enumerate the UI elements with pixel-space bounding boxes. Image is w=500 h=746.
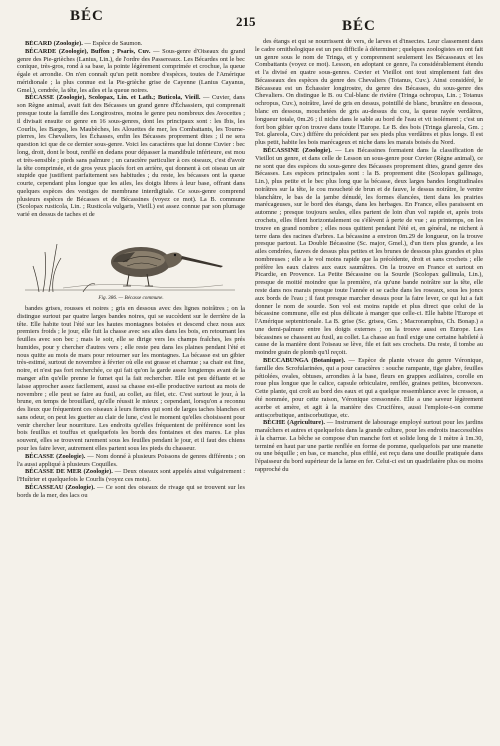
entry-becarde: BÉCARDE (Zoologie), Buffon ; Psaris, Cuv. — Sous-genre d'Oiseaux du grand genre des Pie-grièches (Lanius, Lin.), de l'ordre des Passereaux. Les Bécardes ont le bec conique, très-gros, rond à sa base, la pointe légèrement comprimée et crochue, la queue égale et arrondie. On n'en connaît qu'un petit nombre d'espèces, toutes de l'Amérique méridionale ; la plus connue est la Pie-grièche grise de Cayenne (Lanius Cayanus, Gmel.), cendrée, la tête, les ailes et la queue noires. [17,47,245,94]
entry-beccabunga: BECCABUNGA (Botanique). — Espèce de plante vivace du genre Véronique, famille des Scrofularinées, qui a pour caractères : souche rampante, tige glabre, feuilles pétiolées, ovales, obtuses, arrondies à la base, fleurs en grappes axillaires, corolle en roue plus longue que le calice, capsule orbiculaire, renflée, graines petites, biconvexes. Cette plante, qui croît au bord des eaux et qui a quelque ressemblance avec le cresson, a été nommée, pour cette raison, Véronique cressonnée. Elle a une saveur légèrement acerbe et amère, et agit à la manière des Crucifères, aussi l'emploie-t-on comme antiscorbutique, antiscorbutique, etc. [255,357,483,419]
woodcock-illustration [23,222,237,294]
entry-beche: BÈCHE (Agriculture). — Instrument de labourage employé surtout pour les jardins maraîchers et autres et quelquefois dans la grande culture, pour les endroits inaccessibles à la charrue. La bêche se compose d'un manche fort et solide long de 1 mètre à 1m.30, terminé en haut par une partie renflée en forme de pomme, quelquefois par une manette ou une béquille ; en bas, ce manche, plus effilé, est reçu dans une douille pratiquée dans l'épaisseur du bord supérieur de la lame en fer. Celui-ci est un quadrilatère plus ou moins rapproché du [255,419,483,473]
entry-becasse-poisson: BÉCASSE (Zoologie). — Nom donné à plusieurs Poissons de genres différents ; on l'a aussi appliqué à plusieurs Coquilles. [17,452,245,468]
running-header [10,6,490,34]
header-right-word: BÉC [342,18,376,34]
entry-becassine: BÉCASSINE (Zoologie). — Les Bécassines formaient dans la classification de Vieillot un genre, et dans celle de Lesson un sous-genre pour Cuvier (Règne animal), ce ne sont que des espèces du sous-genre des Bécasses proprement dites, grand genre des Bécasses. Les espèces principales sont : la B. proprement dite (Scolopax gallinago, Lin.), plus petite et le bec plus long que la bécasse, deux larges bandes longitudinales noirâtres sur la tête, le cou moucheté de brun et de fauve, le dessus noirâtre, le ventre blanchâtre, le bas de la jambe dénudé, les formes élancées, tient dans les prairies marécageuses, sur le bord des étangs, dans les herbages. En France, elles paraissent en automne ; presque toujours seules, elles partent de loin d'un vol rapide et, après trois crochets, elles filent horizontalement ou s'élèvent à perte de vue ; au printemps, on les trouve en grand nombre ; elles nous quittent pendant l'été et, en général, ne nichent à terre dans des racines d'arbres. La bécassine a environ 0m.29 de longueur, on la trouve presque partout. La Double Bécassine (Sc. major, Gmel.), d'un tiers plus grande, a les ailes cendrées, fauves de dessus plus petites et les brunes de dessous plus grandes et plus nombreuses ; elle a le vol moins rapide que la précédente, droit et sans crochets ; elle préfère les eaux claires aux eaux saumâtres. On la trouve en France et surtout en Picardie, en Provence. La Petite Bécassine ou la Sourde (Scolopax gallinula, Lin.), presque de moitié moindre que la première, n'a qu'une bande noirâtre sur la tête, elle reste dans nos marais presque toute l'année et se cache dans les roseaux, sous les joncs aux bords de l'eau ; il faut presque marcher dessus pour la faire lever, ce qui lui a fait donner le nom de sourde. Son vol est moins rapide et plus direct que celui de la bécassine commune, elle est plus délicate à manger que celle-ci. Elle habite l'Europe et l'Amérique septentrionale. La B. grise (Sc. grisea, Gm. ; Macroramphus, Ch. Bonap.) a une demi-palmure entre les doigts externes ; on la trouve aussi en Europe. Les bécassines se chassent au fusil, au collet. La chasse au fusil exige une certaine habileté à cause de la manière dont l'oiseau se lève, file et fait ses crochets. Du reste, il tombe au moindre grain de plomb qu'il reçoit. [255,146,483,357]
page-number: 215 [236,14,256,29]
woodcock-figure [17,222,245,294]
right-column [255,38,483,740]
figure-caption: Fig. 386. — Bécasse commune. [98,294,164,301]
entry-becard: BÉCARD (Zoologie). — Espèce de Saumon. [25,40,143,47]
entry-becasse-de-mer: BÉCASSE DE MER (Zoologie). — Deux oiseaux sont appelés ainsi vulgairement : l'Huîtrier et quelquefois le Courlis (voyez ces mots). [17,468,245,484]
entry-becasseau: BÉCASSEAU (Zoologie). — Ce sont des oiseaux de rivage qui se trouvent sur les bords de la mer, des lacs ou [17,483,245,499]
entry-becasse: BÉCASSE (Zoologie), Scolopax, Lin. et Lath.; Buticola, Vieill. — Cuvier, dans son Règne animal, avait fait des Bécasses un grand genre d'Échassiers, qui comprenait presque toute la famille des Longirostres, moins le genre peu nombreux des Avocettes ; il divisait ensuite ce genre en 16 sous-genres, dont les principaux sont : les Ibis, les Courlis, les Barges, les Maubèches, les Alouettes de mer, les Combattants, les Tourne-pierres, les Chevaliers, les Échasses, enfin les Bécasses proprement dites ; il ne sera question ici que de ce dernier sous-genre. Voici les caractères que lui donne Cuvier : bec long, droit, dont le bout, renflé en dedans pour dépasser la mandibule inférieure, est mou et très-sensible ; pieds sans palmure ; un caractère particulier à ces oiseaux, c'est d'avoir la tête comprimée, et de gros yeux placés fort en arrière, qui donnent à cet oiseau un air stupide que justifient parfaitement ses habitudes ; du reste, les bécasses ont la queue courte, cependant plus longue que les ailes, les doigts libres à leur base, offrant dans quelques espèces des vestiges de membrane interdigitale. Ce sous-genre comprend plusieurs espèces de Bécasses et de Bécassines (voyez ce mot). La B. commune (Scolopax rusticola, Lin. ; Rusticola vulgaris, Vieill.) est assez connue par son plumage varié en dessus de taches et de [17,94,245,219]
header-left-word: BÉC [70,8,104,24]
left-column [17,40,245,740]
entry-becasseau-cont: des étangs et qui se nourrissent de vers, de larves et d'insectes. Leur classement dans le cadre ornithologique est un peu difficile à déterminer ; quelques zoologistes en ont fait un genre sous le nom de Tringa, et y comprennent seulement les Bécasseaux et les Combattants (voyez ce mot). Lesson, en adoptant ce genre, l'a considérablement étendu et l'a divisé en quatre sous-genres. Cuvier et Vieillot ont tout simplement fait des Bécasseaux des espèces du genre des Chevaliers (Totanus, Cuv.). Ainsi considéré, le Bécasseau est un Échassier longirostre, du genre des Bécasses, du sous-genre des Chevaliers. On distingue le B. ou Cul-blanc de rivière (Tringa ochropus, Lin. ; Totanus ochropus, Cuv.), noirâtre, lavé de gris en dessus, pointillé de blanc, brunâtre en dessous, blanc en dessous, mouchetées de gris au-dessus du cou, la queue rayée verdâtres, longueur totale, 0m.26 ; il niche dans le sable au bord de l'eau et vit isolément ; c'est un fort bon gibier qu'on trouve dans toute l'Europe. Le B. des bois (Tringa glareola, Gm. ; Tot. glareola, Cuv.) diffère du précédent par ses pieds plus verdâtres et plus longs. Il est plus petit, habite les bois marécageux et niche dans les marais boisés du Nord. [255,38,483,147]
entry-becasse-cont: bandes grises, rousses et noires ; gris en dessous avec des lignes noirâtres ; on la distingue surtout par quatre larges bandes noires, qui se succèdent sur le derrière de la tête. Elle habite tout l'été sur les hautes montagnes boisées et descend chez nous aux premiers froids ; le jour, elle fuit la chasse avec ses ailes dans les bois, en retournant les feuilles avec son bec ; mais le soir, elle se dirige vers les champs fraîches, les prés humides, pour y chercher d'autres vers ; elle reste peu dans les plaines pendant l'été et nous quitte au mois de mars pour retourner sur les montagnes. La bécasse est un gibier très-estimé, surtout de novembre à février où elle est grasse et charnue ; sa chair est fine, noire, et n'est pas fort recherchée, ce qui fait qu'on la garde assez longtemps avant de la manger afin qu'elle prenne le fumet qui la fait rechercher. Elle est peu défiante et se laisse approcher assez facilement, aussi sa chasse est-elle productive surtout au mois de novembre ; elle peut se faire au fusil, au collet, au filet, etc. C'est surtout le jour, à la brune, en temps de brouillard, qu'elle réussit le mieux ; cependant, lorsqu'on a reconnu des lieux que fréquentent ces oiseaux à leurs fientes qui sont de larges taches blanches et sans odeur, on peut les guetter au clair de lune, c'est le moment qu'elles choisissent pour venir chercher leur nourriture. Les endroits qu'elles fréquentent de préférence sont les bois feuillus et touffus et quelquefois les bords des fontaines et des mares. Le plus souvent, elles se trouvent rarement sous les feuilles pendant le jour, et il faut des chiens pour les faire lever, autrement elles partent sous les pieds du chasseur. [17,304,245,453]
